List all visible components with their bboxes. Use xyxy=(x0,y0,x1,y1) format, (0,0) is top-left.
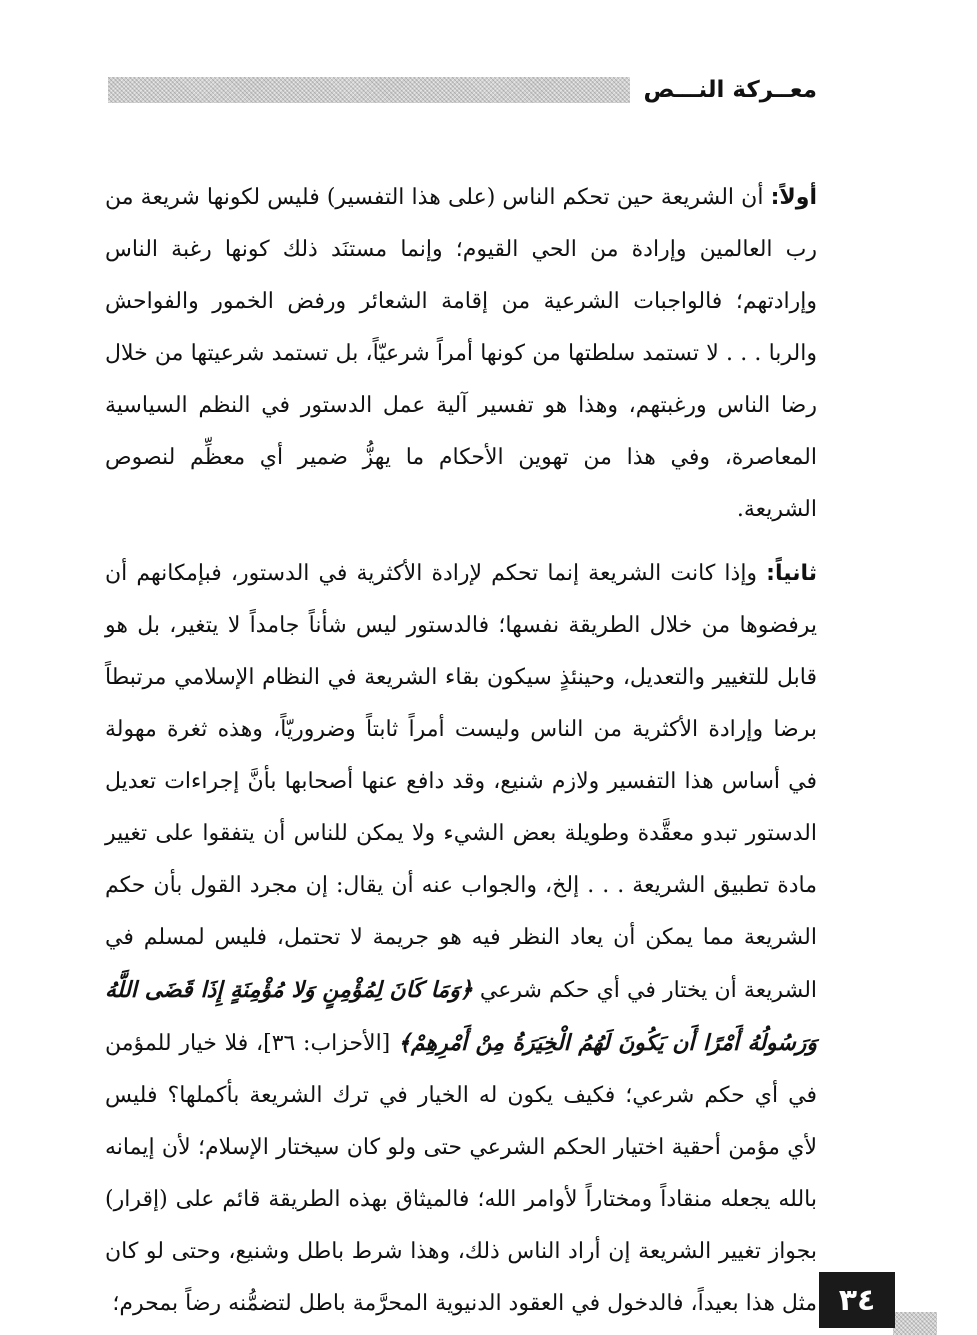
header-decorative-band xyxy=(108,77,630,103)
paragraph-text: أن الشريعة حين تحكم الناس (على هذا التفسير) فليس لكونها شريعة من رب العالمين وإرادة من الحي القيوم؛ وإنما مستنَد ذلك كونها رغبة الناس وإرادتهم؛ فالواجبات الشرعية من إقامة الشعائر ورفض الخمور والفواحش والربا . . . لا تستمد سلطتها من كونها أمراً شرعيّاً، بل تستمد شرعيتها من خلال رضا الناس ورغبتهم، وهذا هو تفسير آلية عمل الدستور في النظم السياسية المعاصرة، وفي هذا من تهوين الأحكام ما يهزُّ ضمير أي معظِّم لنصوص الشريعة. xyxy=(105,185,817,522)
paragraph-second xyxy=(105,548,817,1330)
paragraph-first xyxy=(105,172,817,536)
quran-verse: ﴿وَمَا كَانَ لِمُؤْمِنٍ وَلا مُؤْمِنَةٍ إِذَا قَضَى اللَّهُ وَرَسُولُهُ أَمْرًا أَن يَكُونَ لَهُمُ الْخِيَرَةُ مِنْ أَمْرِهِمْ﴾ xyxy=(105,977,818,1056)
page-number-box xyxy=(819,1272,895,1328)
paragraph-text: [الأحزاب: ٣٦]، فلا خيار للمؤمن في أي حكم شرعي؛ فكيف يكون له الخيار في ترك الشريعة بأكملها؟ فليس لأي مؤمن أحقية اختيار الحكم الشرعي حتى ولو كان سيختار الإسلام؛ لأن إيمانه بالله يجعله منقاداً ومختاراً لأوامر الله؛ فالميثاق بهذه الطريقة قائم على (إقرار) بجواز تغيير الشريعة إن أراد الناس ذلك، وهذا شرط باطل وشنيع، وحتى لو كان مثل هذا بعيداً، فالدخول في العقود الدنيوية المحرَّمة باطل لتضمُّنه رضاً بمحرم؛ xyxy=(105,1031,817,1316)
paragraph-text: وإذا كانت الشريعة إنما تحكم لإرادة الأكثرية في الدستور، فبإمكانهم أن يرفضوها من خلال الطريقة نفسها؛ فالدستور ليس شأناً جامداً لا يتغير، بل هو قابل للتغيير والتعديل، وحينئذٍ سيكون بقاء الشريعة في النظام الإسلامي مرتبطاً برضا وإرادة الأكثرية من الناس وليست أمراً ثابتاً وضروريّاً، وهذه ثغرة مهولة في أساس هذا التفسير ولازم شنيع، وقد دافع عنها أصحابها بأنَّ إجراءات تعديل الدستور تبدو معقَّدة وطويلة بعض الشيء ولا يمكن للناس أن يتفقوا على تغيير مادة تطبيق الشريعة . . . إلخ، والجواب عنه أن يقال: إن مجرد القول بأن حكم الشريعة مما يمكن أن يعاد النظر فيه هو جريمة لا تحتمل، فليس لمسلم في الشريعة أن يختار في أي حكم شرعي xyxy=(105,561,818,1003)
running-header xyxy=(108,72,817,108)
paragraph-lead: أولاً: xyxy=(770,185,817,210)
paragraph-lead: ثانياً: xyxy=(766,561,817,586)
page-number: ٣٤ xyxy=(838,1282,876,1318)
page-number-shade xyxy=(893,1312,937,1335)
body-text xyxy=(105,172,817,1330)
running-title: معــركة النـــص xyxy=(643,77,817,103)
